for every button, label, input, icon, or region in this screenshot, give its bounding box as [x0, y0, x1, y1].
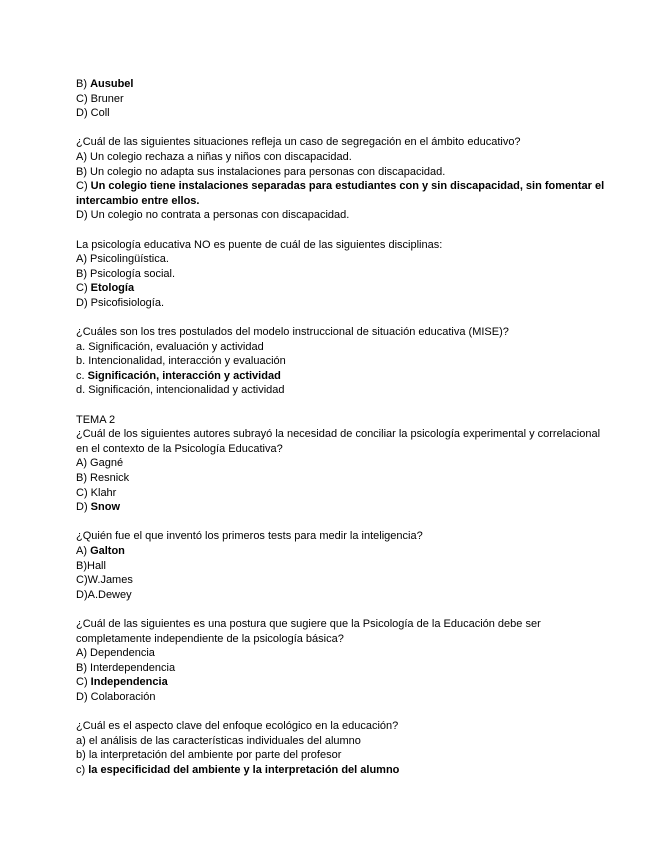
spacer: [76, 398, 615, 413]
option-b: B) Interdependencia: [76, 661, 176, 674]
correct-answer: Snow: [90, 501, 121, 514]
option-a: A) Un colegio rechaza a niñas y niños con discapacidad.: [76, 150, 352, 163]
correct-answer: Un colegio tiene instalaciones separadas para estudiantes con y sin discapacidad, sin fomentar el intercambio entre ellos.: [76, 180, 608, 207]
question-mise: ¿Cuáles son los tres postulados del modelo instruccional de situación educativa (MISE)?: [76, 326, 509, 339]
option-b: B) Un colegio no adapta sus instalaciones para personas con discapacidad.: [76, 165, 446, 178]
spacer: [76, 705, 615, 720]
option-b: B)Hall: [76, 559, 106, 572]
option-prefix: c): [76, 763, 89, 776]
option-b: b) la interpretación del ambiente por parte del profesor: [76, 749, 342, 762]
option-c: C) Klahr: [76, 486, 117, 499]
option-d: D)A.Dewey: [76, 588, 132, 601]
option-d: D) Coll: [76, 107, 110, 120]
correct-answer: la especificidad del ambiente y la interpretación del alumno: [88, 763, 400, 776]
question-segregacion: ¿Cuál de las siguientes situaciones refleja un caso de segregación en el ámbito educativo?: [76, 136, 521, 149]
option-b: B) Psicología social.: [76, 267, 176, 280]
option-c: [76, 675, 615, 690]
option-prefix: A): [76, 545, 91, 557]
correct-answer: Significación, interacción y actividad: [87, 369, 281, 382]
spacer: [76, 515, 615, 530]
correct-answer: Ausubel: [90, 78, 134, 90]
option-a: A) Psicolingüística.: [76, 253, 169, 266]
option-d: D) Colaboración: [76, 690, 156, 703]
option-c: C)W.James: [76, 574, 133, 587]
option-a: [76, 544, 615, 559]
question-tests-inteligencia: ¿Quién fue el que inventó los primeros tests para medir la inteligencia?: [76, 530, 423, 543]
correct-answer: Etología: [90, 282, 135, 295]
option-a: A) Dependencia: [76, 647, 155, 660]
option-a: a) el análisis de las características individuales del alumno: [76, 734, 361, 747]
option-d: [76, 500, 615, 515]
question-postura-independiente: ¿Cuál de las siguientes es una postura que sugiere que la Psicología de la Educación debe ser completamente independiente de la psicología básica?: [76, 617, 544, 645]
option-prefix: C): [76, 180, 91, 193]
option-c: [76, 369, 615, 384]
option-a: a. Significación, evaluación y actividad: [76, 340, 264, 353]
correct-answer: Galton: [90, 545, 125, 557]
option-b: b. Intencionalidad, interacción y evaluación: [76, 355, 286, 368]
question-psicologia-educativa: La psicología educativa NO es puente de cuál de las siguientes disciplinas:: [76, 238, 443, 251]
option-prefix: C): [76, 676, 91, 689]
question-enfoque-ecologico: ¿Cuál es el aspecto clave del enfoque ecológico en la educación?: [76, 720, 399, 733]
spacer: [76, 602, 615, 617]
spacer: [76, 311, 615, 326]
option-prefix: C): [76, 282, 91, 295]
option-c: C) Bruner: [76, 92, 124, 105]
option-b: [76, 77, 615, 92]
option-d: D) Psicofisiología.: [76, 296, 165, 309]
option-d: d. Significación, intencionalidad y actividad: [76, 384, 285, 397]
question-conciliar-psicologia: ¿Cuál de los siguientes autores subrayó la necesidad de conciliar la psicología experimental y correlacional en el contexto de la Psicología Educativa?: [76, 428, 604, 455]
option-c: [76, 281, 615, 296]
option-c: [76, 179, 615, 208]
option-b: B) Resnick: [76, 472, 130, 485]
spacer: [76, 223, 615, 238]
option-a: A) Gagné: [76, 457, 124, 470]
option-prefix: c.: [76, 369, 88, 382]
option-prefix: B): [76, 78, 91, 90]
section-title: TEMA 2: [76, 413, 116, 426]
option-prefix: D): [76, 501, 91, 514]
spacer: [76, 121, 615, 136]
correct-answer: Independencia: [90, 676, 168, 689]
option-c: [76, 763, 615, 778]
option-d: D) Un colegio no contrata a personas con discapacidad.: [76, 209, 350, 222]
